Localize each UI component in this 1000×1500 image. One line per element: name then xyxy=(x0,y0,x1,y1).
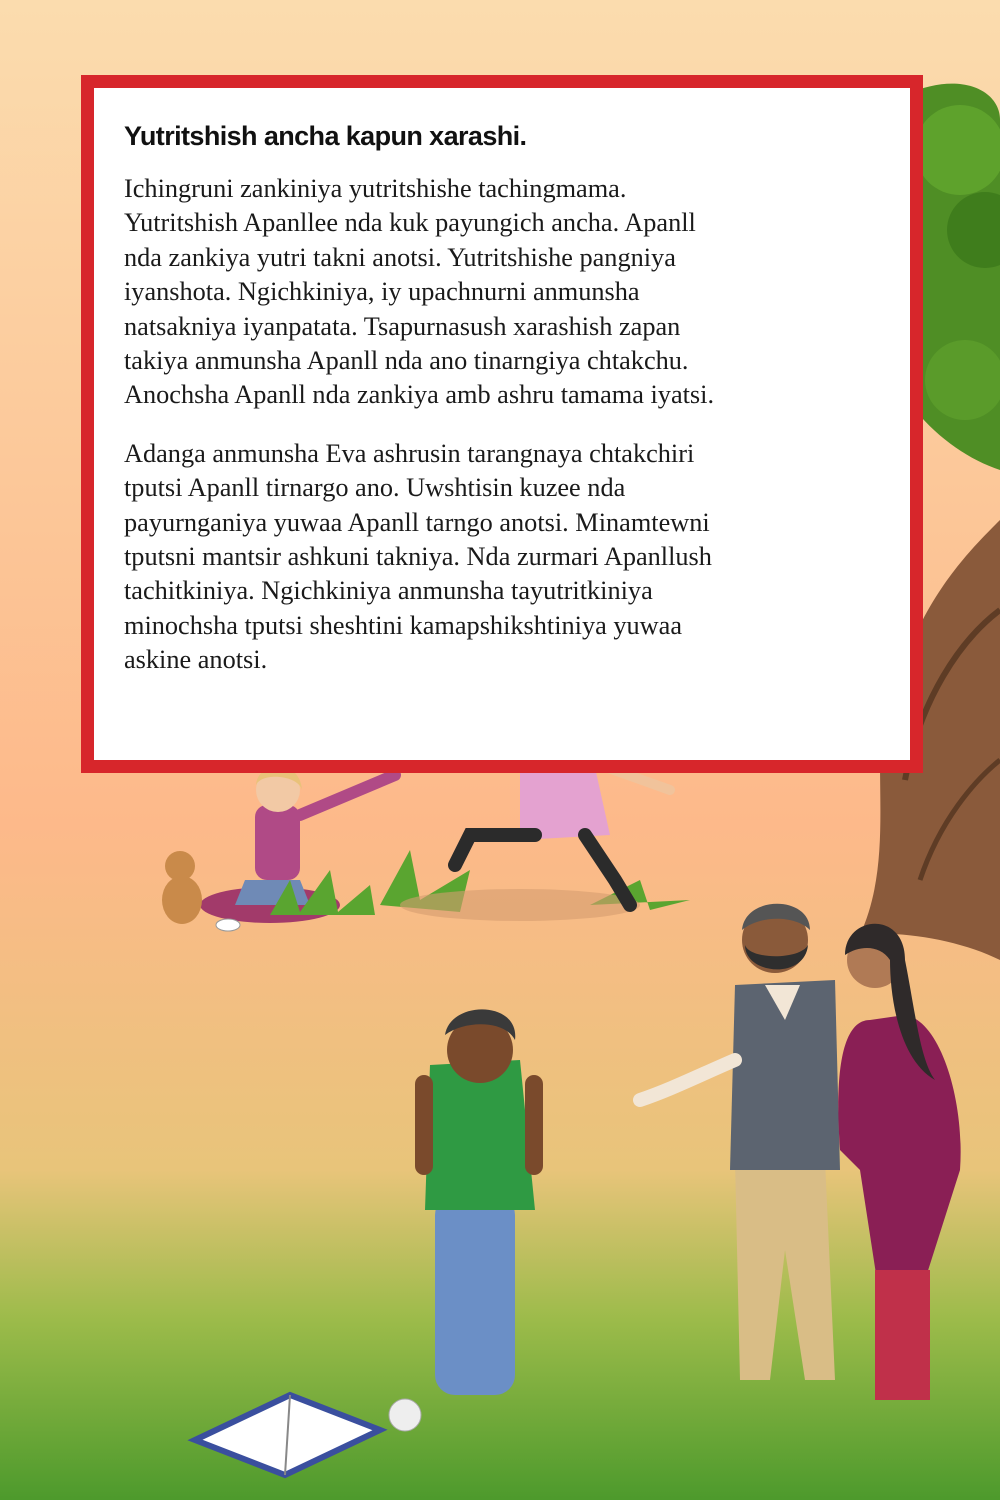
crumpled-paper xyxy=(389,1399,421,1431)
story-text-box xyxy=(81,75,923,773)
story-paragraph-2: Adanga anmunsha Eva ashrusin tarangnaya chtakchiri tputsi Apanll tirnargo ano. Uwshtisin kuzee nda payurnganiya yuwaa Apanll tarngo anotsi. Minamtewni tputsni mantsir ashkuni takniya. Nda zurmari Apanllush tachitkiniya. Ngichkiniya anmunsha tayutritkiniya minochsha tputsi sheshtini kamapshikshtiniya yuwaa askine anotsi. xyxy=(124,438,712,675)
story-paragraph-1: Ichingruni zankiniya yutritshishe tachingmama. Yutritshish Apanllee nda kuk payungich ancha. Apanll nda zankiya yutri takni anotsi. Yutritshishe pangniya iyanshota. Ngichkiniya, iy upachnurni anmunsha natsakniya iyanpatata. Tsapurnasush xarashish zapan takiya anmunsha Apanll nda ano tinarngiya chtakchu. Anochsha Apanll nda zankiya amb ashru tamama iyatsi. xyxy=(124,174,715,410)
story-heading: Yutritshish ancha kapun xarashi. xyxy=(124,121,527,151)
teacup xyxy=(216,919,240,931)
